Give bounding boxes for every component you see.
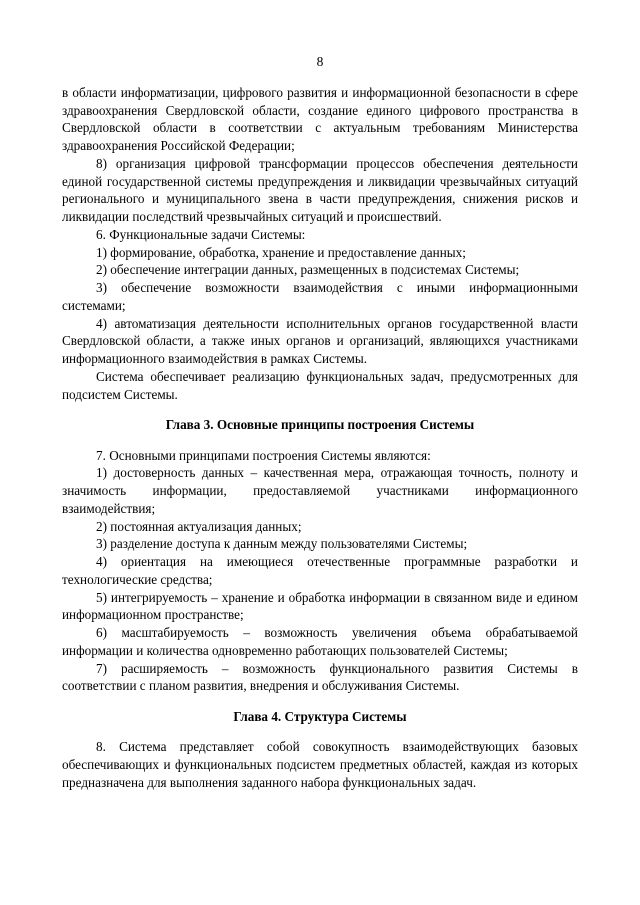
paragraph: 2) постоянная актуализация данных; [96, 518, 302, 534]
page-number: 8 [316, 54, 324, 69]
paragraph: 4) автоматизация деятельности исполнительных органов государственной власти Свердловской области, а также иных органов и организаций, являющихся участниками информационного взаимодействия в рамках Системы. [62, 315, 578, 367]
paragraph: 3) разделение доступа к данным между пользователями Системы; [96, 536, 468, 552]
chapter-heading: Глава 3. Основные принципы построения Системы [165, 417, 475, 433]
paragraph: в области информатизации, цифрового развития и информационной безопасности в сфере здравоохранения Свердловской области, создание единого цифрового пространства в Свердловской области в соответствии с актуальным требованиям Министерства здравоохранения Российской Федерации; [62, 84, 578, 154]
paragraph: 1) достоверность данных – качественная мера, отражающая точность, полноту и значимость информации, предоставляемой участниками информационного взаимодействия; [62, 465, 578, 516]
paragraph: Система обеспечивает реализацию функциональных задач, предусмотренных для подсистем Системы. [62, 368, 578, 402]
paragraph: 8) организация цифровой трансформации процессов обеспечения деятельности единой государственной системы предупреждения и ликвидации чрезвычайных ситуаций регионального и муниципального звена в части предупреждения, снижения рисков и ликвидации последствий чрезвычайных ситуаций и происшествий. [62, 155, 578, 225]
paragraph: 6) масштабируемость – возможность увеличения объема обрабатываемой информации и количества одновременно работающих пользователей Системы; [62, 625, 578, 658]
paragraph: 7) расширяемость – возможность функционального развития Системы в соответствии с планом развития, внедрения и обслуживания Системы. [62, 660, 578, 694]
paragraph: 4) ориентация на имеющиеся отечественные программные разработки и технологические средства; [62, 554, 578, 587]
document-body [62, 84, 578, 792]
paragraph: 7. Основными принципами построения Системы являются: [96, 447, 431, 463]
paragraph: 6. Функциональные задачи Системы: [96, 226, 306, 242]
chapter-heading: Глава 4. Структура Системы [233, 709, 407, 724]
paragraph: 1) формирование, обработка, хранение и предоставление данных; [96, 244, 466, 260]
paragraph: 5) интегрируемость – хранение и обработка информации в связанном виде и едином информационном пространстве; [62, 589, 578, 623]
paragraph: 2) обеспечение интеграции данных, размещенных в подсистемах Системы; [96, 262, 520, 278]
paragraph: 8. Система представляет собой совокупность взаимодействующих базовых обеспечивающих и функциональных подсистем предметных областей, каждая из которых предназначена для выполнения заданного набора функциональных задач. [62, 739, 578, 790]
paragraph: 3) обеспечение возможности взаимодействия с иными информационными системами; [62, 280, 578, 313]
